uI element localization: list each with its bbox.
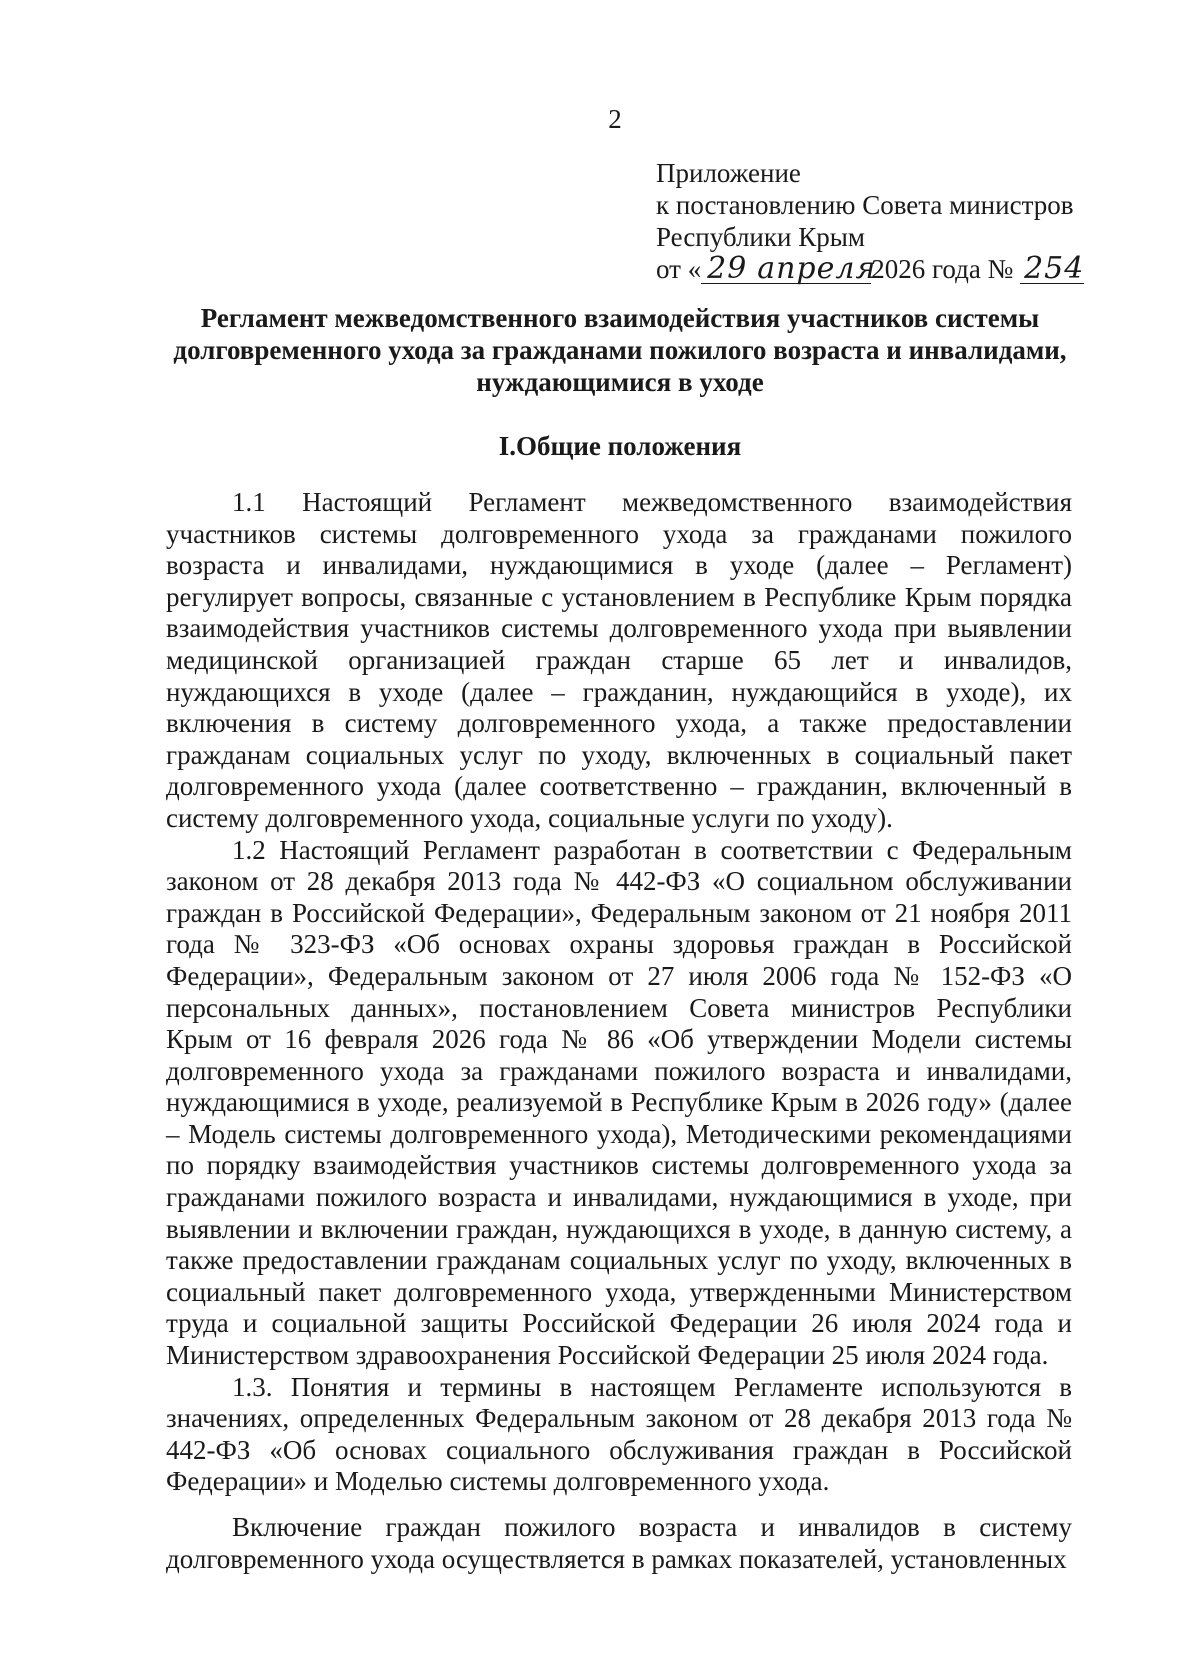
paragraph-inclusion: Включение граждан пожилого возраста и инвалидов в систему долговременного ухода осуществляется в рамках показателей, установленных	[166, 1512, 1072, 1574]
appendix-republic-line: Республики Крым	[656, 222, 865, 252]
paragraph-1-2: 1.2 Настоящий Регламент разработан в соответствии с Федеральным законом от 28 декабря 2013 года № 442-ФЗ «О социальном обслуживании граждан в Российской Федерации», Федеральным законом от 21 ноября 2011 года № 323-ФЗ «Об основах охраны здоровья граждан в Российской Федерации», Федеральным законом от 27 июля 2006 года № 152-ФЗ «О персональных данных», постановлением Совета министров Республики Крым от 16 февраля 2026 года № 86 «Об утверждении Модели системы долговременного ухода за гражданами пожилого возраста и инвалидами, нуждающимися в уходе, реализуемой в Республике Крым в 2026 году» (далее – Модель системы долговременного ухода), Методическими рекомендациями по порядку взаимодействия участников системы долговременного ухода за гражданами пожилого возраста и инвалидами, нуждающимися в уходе, при выявлении и включении граждан, нуждающихся в уходе, в данную систему, а также предоставлении гражданам социальных услуг по уходу, включенных в социальный пакет долговременного ухода, утвержденными Министерством труда и социальной защиты Российской Федерации 26 июля 2024 года и Министерством здравоохранения Российской Федерации 25 июля 2024 года.	[166, 834, 1072, 1371]
handwritten-day: 29	[701, 255, 753, 284]
page-number: 2	[608, 104, 622, 134]
date-year: 2026 года №	[871, 254, 1014, 284]
appendix-resolution-line: к постановлению Совета министров	[656, 190, 1074, 220]
document-title: Регламент межведомственного взаимодействия участников системы долговременного ухода за гражданами пожилого возраста и инвалидами, нуждающимися в уходе	[173, 303, 1067, 397]
handwritten-doc-number: 254	[1020, 255, 1084, 284]
appendix-label: Приложение	[656, 158, 801, 188]
paragraph-1-3: 1.3. Понятия и термины в настоящем Регламенте используются в значениях, определенных Федеральным законом от 28 декабря 2013 года № 442-ФЗ «Об основах социального обслуживания граждан в Российской Федерации» и Моделью системы долговременного ухода.	[166, 1371, 1072, 1497]
paragraph-1-1: 1.1 Настоящий Регламент межведомственного взаимодействия участников системы долговременного ухода за гражданами пожилого возраста и инвалидами, нуждающимися в уходе (далее – Регламент) регулирует вопросы, связанные с установлением в Республике Крым порядка взаимодействия участников системы долговременного ухода при выявлении медицинской организацией граждан старше 65 лет и инвалидов, нуждающихся в уходе (далее – гражданин, нуждающийся в уходе), их включения в систему долговременного ухода, а также предоставлении гражданам социальных услуг по уходу, включенных в социальный пакет долговременного ухода (далее соответственно – гражданин, включенный в систему долговременного ухода, социальные услуги по уходу).	[166, 487, 1072, 833]
appendix-date-line	[656, 253, 1116, 285]
appendix-block	[656, 157, 1116, 285]
handwritten-month: апреля	[753, 255, 871, 284]
section-title: I.Общие положения	[498, 431, 742, 461]
document-body	[166, 487, 1072, 1575]
date-prefix: от «	[656, 254, 702, 284]
